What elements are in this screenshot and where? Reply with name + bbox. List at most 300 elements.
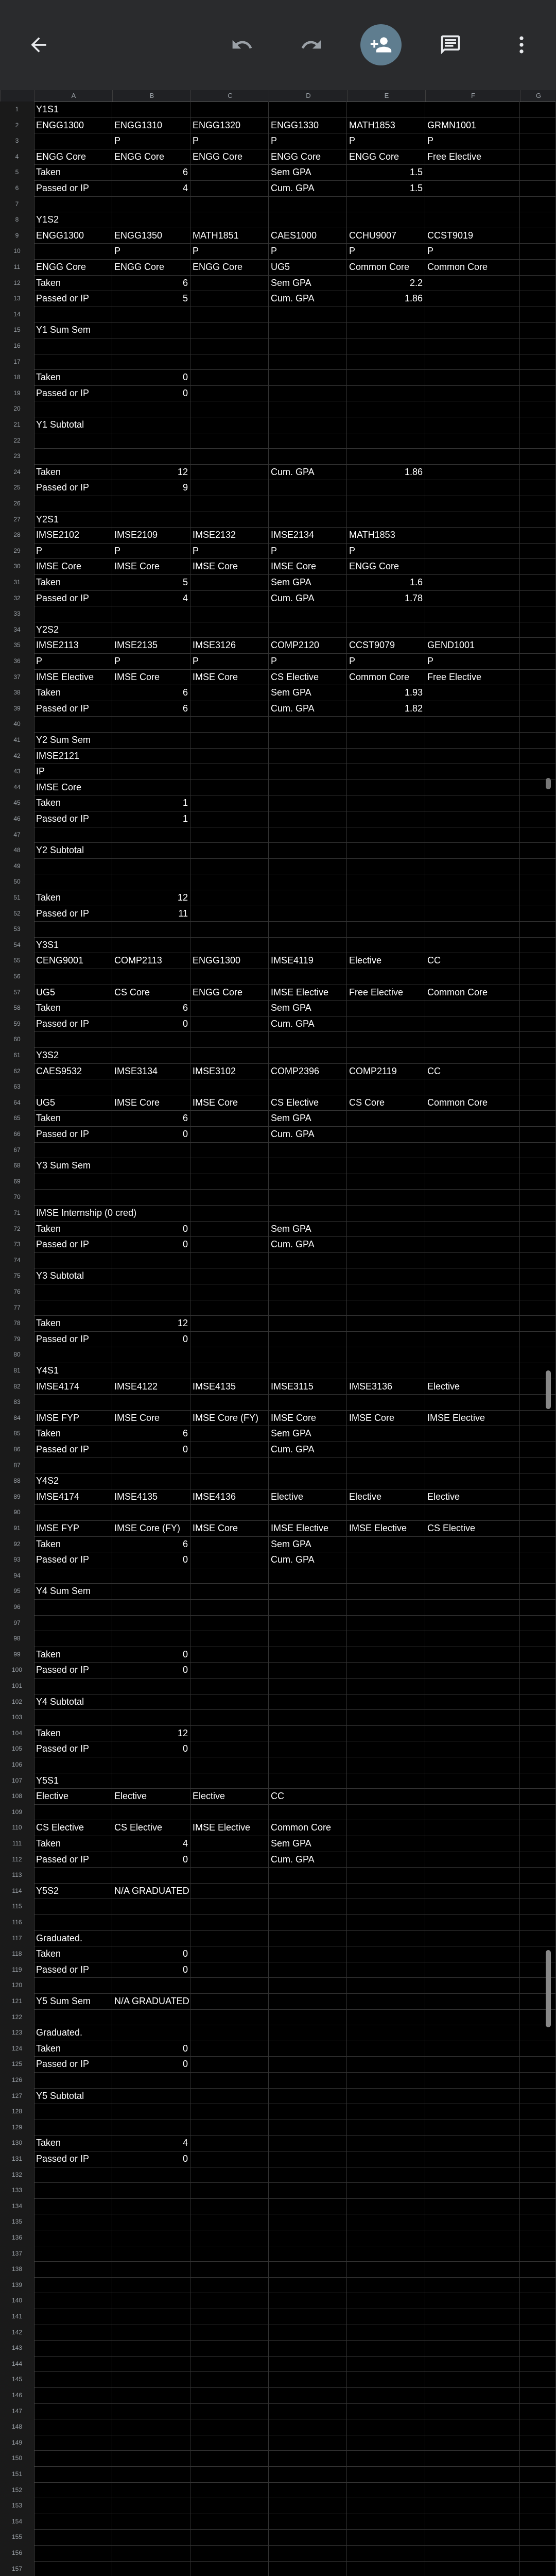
cell[interactable] [190,1268,269,1284]
cell[interactable]: 0 [112,369,190,385]
cell[interactable] [347,2419,425,2435]
cell[interactable]: Taken [34,685,112,701]
cell[interactable]: Free Elective [425,149,520,165]
cell[interactable] [112,2325,190,2341]
cell[interactable] [190,1993,269,2009]
cell[interactable] [520,1142,556,1158]
cell[interactable]: Passed or IP [34,701,112,717]
cell[interactable] [347,2340,425,2356]
row-number[interactable]: 19 [0,385,34,401]
cell[interactable]: Cum. GPA [269,464,347,480]
row-number[interactable]: 40 [0,716,34,732]
cell[interactable] [520,1489,556,1505]
cell[interactable] [269,2198,347,2214]
cell[interactable] [347,1914,425,1930]
row-number[interactable]: 91 [0,1520,34,1536]
cell[interactable] [34,2230,112,2246]
cell[interactable]: Sem GPA [269,574,347,590]
cell[interactable] [190,890,269,906]
cell[interactable] [347,2009,425,2025]
row-number[interactable]: 126 [0,2072,34,2088]
cell[interactable] [425,433,520,449]
cell[interactable] [347,890,425,906]
cell[interactable] [269,1394,347,1410]
cell[interactable] [347,2545,425,2561]
cell[interactable]: Taken [34,795,112,811]
cell[interactable] [425,2419,520,2435]
cell[interactable] [269,2514,347,2530]
cell[interactable] [190,1741,269,1757]
cell[interactable] [190,2072,269,2088]
cell[interactable] [190,701,269,717]
cell[interactable] [425,1757,520,1773]
cell[interactable] [112,2088,190,2104]
cell[interactable]: 4 [112,1836,190,1852]
cell[interactable] [425,1252,520,1268]
cell[interactable] [520,180,556,196]
cell[interactable] [190,512,269,528]
cell[interactable] [520,385,556,401]
cell[interactable] [520,1284,556,1300]
cell[interactable] [190,417,269,433]
cell[interactable] [34,874,112,890]
cell[interactable] [520,685,556,701]
cell[interactable] [347,1126,425,1142]
cell[interactable] [425,307,520,323]
row-number[interactable]: 39 [0,701,34,717]
cell[interactable]: Passed or IP [34,811,112,827]
cell[interactable] [347,1110,425,1126]
cell[interactable] [520,1126,556,1142]
cell[interactable]: 0 [112,2151,190,2167]
cell[interactable] [347,512,425,528]
row-number[interactable]: 146 [0,2387,34,2403]
cell[interactable] [190,1000,269,1016]
row-number[interactable]: 31 [0,574,34,590]
cell[interactable] [269,1867,347,1883]
cell[interactable] [112,1347,190,1363]
row-number[interactable]: 106 [0,1757,34,1773]
cell[interactable] [425,2214,520,2230]
cell[interactable] [112,1268,190,1284]
cell[interactable] [112,1615,190,1631]
cell[interactable] [269,716,347,732]
cell[interactable] [190,1504,269,1520]
cell[interactable] [269,1252,347,1268]
cell[interactable] [425,2120,520,2136]
cell[interactable] [34,2167,112,2183]
row-number[interactable]: 125 [0,2056,34,2072]
cell[interactable] [112,2387,190,2403]
cell[interactable] [269,512,347,528]
cell[interactable] [425,1725,520,1741]
cell[interactable] [269,1694,347,1710]
cell[interactable] [34,2214,112,2230]
cell[interactable]: IMSE2132 [190,527,269,543]
cell[interactable]: Elective [269,1489,347,1505]
cell[interactable] [269,1205,347,1221]
cell[interactable]: Y5S1 [34,1773,112,1789]
cell[interactable] [269,196,347,212]
corner-cell[interactable] [0,90,34,101]
cell[interactable]: Passed or IP [34,1852,112,1868]
cell[interactable]: 12 [112,1315,190,1331]
cell[interactable] [112,1047,190,1063]
cell[interactable] [190,1899,269,1914]
row-number[interactable]: 13 [0,291,34,307]
cell[interactable] [520,433,556,449]
cell[interactable] [34,1458,112,1473]
row-number[interactable]: 3 [0,133,34,149]
cell[interactable] [34,1615,112,1631]
cell[interactable] [520,2356,556,2372]
cell[interactable] [520,574,556,590]
cell[interactable] [520,2309,556,2325]
cell[interactable] [347,1615,425,1631]
cell[interactable]: Passed or IP [34,2151,112,2167]
row-number[interactable]: 56 [0,969,34,985]
row-number[interactable]: 107 [0,1773,34,1789]
cell[interactable] [425,1662,520,1678]
cell[interactable] [34,1300,112,1316]
cell[interactable]: IMSE Core (FY) [112,1520,190,1536]
cell[interactable] [269,1079,347,1095]
cell[interactable] [34,1867,112,1883]
cell[interactable] [112,1599,190,1615]
cell[interactable] [269,2135,347,2151]
column-header-f[interactable]: F [425,90,520,101]
row-number[interactable]: 54 [0,937,34,953]
row-number[interactable]: 61 [0,1047,34,1063]
cell[interactable] [34,2325,112,2341]
cell[interactable] [520,637,556,653]
cell[interactable] [112,858,190,874]
cell[interactable] [190,2120,269,2136]
cell[interactable] [425,622,520,638]
cell[interactable] [520,448,556,464]
cell[interactable] [347,2120,425,2136]
row-number[interactable]: 86 [0,1442,34,1458]
cell[interactable] [425,779,520,795]
row-number[interactable]: 27 [0,512,34,528]
cell[interactable]: 12 [112,890,190,906]
cell[interactable] [190,842,269,858]
cell[interactable]: 9 [112,480,190,496]
cell[interactable] [520,2135,556,2151]
cell[interactable] [520,732,556,748]
cell[interactable] [520,985,556,1001]
cell[interactable] [425,1236,520,1252]
cell[interactable] [269,385,347,401]
cell[interactable]: Sem GPA [269,1836,347,1852]
cell[interactable]: IMSE Core [347,1410,425,1426]
cell[interactable] [190,275,269,291]
cell[interactable] [520,1820,556,1836]
cell[interactable] [347,1394,425,1410]
cell[interactable] [425,2277,520,2293]
cell[interactable]: IMSE3136 [347,1379,425,1395]
cell[interactable] [425,1678,520,1694]
row-number[interactable]: 113 [0,1867,34,1883]
cell[interactable] [425,716,520,732]
cell[interactable] [190,1394,269,1410]
cell[interactable]: Passed or IP [34,1741,112,1757]
cell[interactable] [190,1867,269,1883]
cell[interactable]: IMSE2121 [34,748,112,764]
cell[interactable] [425,2371,520,2387]
cell[interactable]: P [190,653,269,669]
cell[interactable]: MATH1853 [347,117,425,133]
cell[interactable] [425,2009,520,2025]
cell[interactable] [269,2246,347,2262]
cell[interactable] [190,779,269,795]
row-number[interactable]: 73 [0,1236,34,1252]
cell[interactable]: Sem GPA [269,1221,347,1237]
cell[interactable] [520,417,556,433]
cell[interactable]: Cum. GPA [269,1126,347,1142]
cell[interactable] [190,1189,269,1205]
cell[interactable] [347,764,425,779]
cell[interactable] [190,1442,269,1458]
cell[interactable] [269,2056,347,2072]
cell[interactable] [520,338,556,354]
cell[interactable] [425,1347,520,1363]
cell[interactable] [520,149,556,165]
cell[interactable] [190,448,269,464]
cell[interactable] [112,307,190,323]
cell[interactable] [347,1047,425,1063]
cell[interactable]: Elective [347,1489,425,1505]
cell[interactable] [269,1662,347,1678]
cell[interactable]: P [347,133,425,149]
cell[interactable] [269,764,347,779]
cell[interactable] [347,2214,425,2230]
cell[interactable]: IMSE Core [112,558,190,574]
row-number[interactable]: 72 [0,1221,34,1237]
cell[interactable] [112,1158,190,1174]
row-number[interactable]: 26 [0,496,34,512]
cell[interactable]: Taken [34,369,112,385]
cell[interactable] [347,1142,425,1158]
cell[interactable]: ENGG1320 [190,117,269,133]
cell[interactable] [34,196,112,212]
cell[interactable] [520,1504,556,1520]
cell[interactable] [347,1725,425,1741]
cell[interactable]: 0 [112,1962,190,1978]
cell[interactable] [520,1568,556,1584]
cell[interactable] [425,2041,520,2057]
cell[interactable] [190,2466,269,2482]
row-number[interactable]: 127 [0,2088,34,2104]
cell[interactable] [190,1836,269,1852]
cell[interactable] [34,1031,112,1047]
cell[interactable] [269,2072,347,2088]
cell[interactable]: IMSE FYP [34,1410,112,1426]
cell[interactable] [269,2214,347,2230]
cell[interactable] [425,2561,520,2576]
cell[interactable]: Taken [34,1426,112,1442]
row-number[interactable]: 130 [0,2135,34,2151]
cell[interactable] [347,2261,425,2277]
cell[interactable] [269,1773,347,1789]
cell[interactable]: IMSE Elective [347,1520,425,1536]
cell[interactable] [520,228,556,244]
cell[interactable] [425,2545,520,2561]
cell[interactable]: IMSE Core [190,1520,269,1536]
cell[interactable] [347,2293,425,2309]
cell[interactable] [347,1016,425,1032]
cell[interactable] [347,1599,425,1615]
cell[interactable] [347,1930,425,1946]
cell[interactable] [269,1284,347,1300]
cell[interactable]: 0 [112,1016,190,1032]
cell[interactable] [190,2041,269,2057]
cell[interactable] [190,1583,269,1599]
cell[interactable] [190,2104,269,2120]
cell[interactable] [190,1221,269,1237]
cell[interactable]: 4 [112,2135,190,2151]
row-number[interactable]: 155 [0,2529,34,2545]
cell[interactable] [112,2277,190,2293]
cell[interactable] [347,937,425,953]
cell[interactable] [269,1331,347,1347]
redo-icon[interactable] [293,27,329,63]
cell[interactable] [520,2293,556,2309]
cell[interactable] [425,921,520,937]
cell[interactable]: P [269,243,347,259]
cell[interactable] [347,1709,425,1725]
cell[interactable] [425,2167,520,2183]
row-number[interactable]: 47 [0,827,34,843]
cell[interactable] [190,606,269,622]
cell[interactable] [269,1142,347,1158]
cell[interactable]: CS Elective [269,1095,347,1111]
cell[interactable] [269,2498,347,2514]
cell[interactable] [520,1095,556,1111]
cell[interactable] [34,2466,112,2482]
row-number[interactable]: 69 [0,1174,34,1190]
row-number[interactable]: 22 [0,433,34,449]
cell[interactable] [190,1852,269,1868]
cell[interactable] [190,1331,269,1347]
cell[interactable] [269,448,347,464]
cell[interactable] [112,2167,190,2183]
cell[interactable]: ENGG Core [112,259,190,275]
cell[interactable]: IMSE4136 [190,1489,269,1505]
cell[interactable]: Taken [34,275,112,291]
more-vert-icon[interactable] [503,27,540,63]
cell[interactable]: Passed or IP [34,1442,112,1458]
row-number[interactable]: 8 [0,212,34,228]
row-number[interactable]: 95 [0,1583,34,1599]
cell[interactable] [190,180,269,196]
cell[interactable] [425,1741,520,1757]
row-number[interactable]: 15 [0,322,34,338]
cell[interactable] [347,448,425,464]
cell[interactable]: IMSE3102 [190,1063,269,1079]
cell[interactable] [34,2340,112,2356]
cell[interactable] [269,2561,347,2576]
cell[interactable] [269,1757,347,1773]
cell[interactable] [112,969,190,985]
cell[interactable]: 0 [112,1662,190,1678]
cell[interactable] [190,1930,269,1946]
cell[interactable]: Taken [34,1536,112,1552]
row-number[interactable]: 140 [0,2293,34,2309]
cell[interactable]: P [190,543,269,559]
cell[interactable] [112,827,190,843]
cell[interactable] [34,2561,112,2576]
cell[interactable] [425,2151,520,2167]
row-number[interactable]: 100 [0,1662,34,1678]
cell[interactable] [347,2561,425,2576]
row-number[interactable]: 96 [0,1599,34,1615]
cell[interactable] [190,2214,269,2230]
cell[interactable] [34,606,112,622]
cell[interactable] [347,1268,425,1284]
row-number[interactable]: 38 [0,685,34,701]
cell[interactable]: CAES1000 [269,228,347,244]
cell[interactable]: P [269,653,347,669]
cell[interactable] [112,937,190,953]
vertical-scrollbar-marker[interactable] [546,778,551,789]
cell[interactable]: P [425,133,520,149]
cell[interactable] [190,1662,269,1678]
cell[interactable] [112,1694,190,1710]
row-number[interactable]: 122 [0,2009,34,2025]
row-number[interactable]: 45 [0,795,34,811]
cell[interactable] [520,2498,556,2514]
cell[interactable]: Taken [34,574,112,590]
cell[interactable] [347,1189,425,1205]
cell[interactable]: ENGG1300 [34,117,112,133]
row-number[interactable]: 41 [0,732,34,748]
cell[interactable] [347,795,425,811]
cell[interactable] [190,574,269,590]
cell[interactable] [269,2309,347,2325]
cell[interactable] [190,2230,269,2246]
row-number[interactable]: 5 [0,164,34,180]
cell[interactable] [269,1709,347,1725]
cell[interactable] [347,2403,425,2419]
cell[interactable] [425,1977,520,1993]
cell[interactable] [112,1189,190,1205]
cell[interactable] [347,2466,425,2482]
cell[interactable] [347,2450,425,2466]
cell[interactable] [425,795,520,811]
cell[interactable] [190,2277,269,2293]
cell[interactable] [269,1930,347,1946]
column-header-b[interactable]: B [112,90,191,101]
row-number[interactable]: 80 [0,1347,34,1363]
cell[interactable]: GEND1001 [425,637,520,653]
cell[interactable] [34,2356,112,2372]
cell[interactable]: 2.2 [347,275,425,291]
cell[interactable] [520,1174,556,1190]
cell[interactable] [347,1205,425,1221]
cell[interactable] [269,2435,347,2451]
cell[interactable] [520,1300,556,1316]
cell[interactable] [347,496,425,512]
row-number[interactable]: 151 [0,2466,34,2482]
cell[interactable] [347,2182,425,2198]
cell[interactable] [520,590,556,606]
cell[interactable] [190,385,269,401]
cell[interactable]: 11 [112,906,190,922]
row-number[interactable]: 79 [0,1331,34,1347]
cell[interactable]: 1.5 [347,164,425,180]
cell[interactable] [520,1804,556,1820]
